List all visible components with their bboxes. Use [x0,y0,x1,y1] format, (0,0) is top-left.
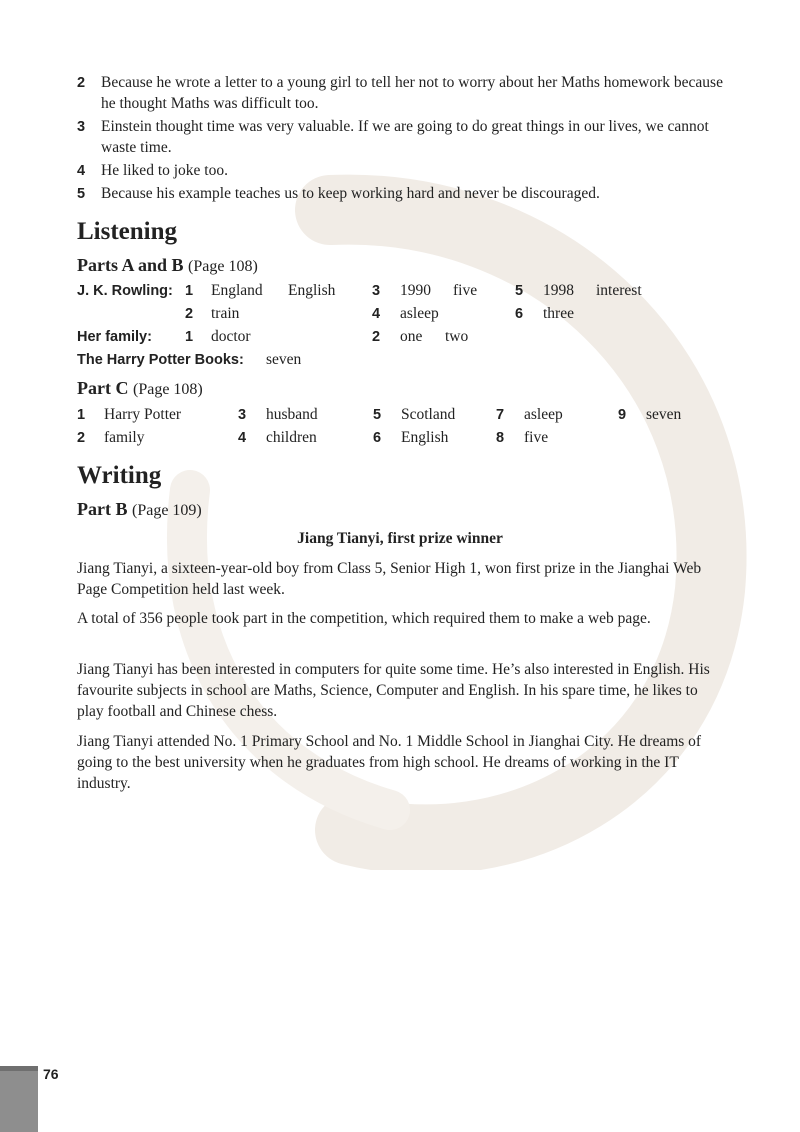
article-paragraph: Jiang Tianyi has been interested in computers for quite some time. He’s also interested in English. His favourite subjects in school are Maths, Science, Computer and English. In his spare time, he likes to play football and Chinese chess. [77,661,710,720]
item-answer: seven [266,351,302,368]
item-number: 2 [77,430,86,446]
item-number: 1 [185,283,194,299]
item-number: 1 [77,407,86,423]
writing-heading: Writing [77,462,162,489]
item-number: 7 [496,407,505,423]
item-answer: England [211,282,263,299]
article-paragraph: A total of 356 people took part in the competition, which required them to make a web page. [77,610,651,627]
item-number: 3 [372,283,381,299]
part-b-title: Part B [77,499,128,519]
article-title: Jiang Tianyi, first prize winner [297,530,503,547]
item-answer: family [104,429,145,446]
answer-text: Because his example teaches us to keep working hard and never be discouraged. [101,185,600,202]
item-answer: train [211,305,240,322]
books-label: The Harry Potter Books: [77,352,244,368]
parts-ab-page: (Page 108) [188,258,258,275]
page-tab [0,1066,38,1132]
item-number: 2 [185,306,194,322]
item-number: 9 [618,407,627,423]
item-answer: English [288,282,336,299]
answer-number: 5 [77,186,86,202]
item-number: 1 [185,329,194,345]
item-number: 4 [238,430,247,446]
item-number: 2 [372,329,381,345]
item-answer: two [445,328,469,345]
item-answer: Scotland [401,406,456,423]
item-answer: asleep [400,305,439,322]
item-answer: five [524,429,549,446]
answer-number: 2 [77,75,86,91]
item-answer: doctor [211,328,251,345]
item-answer: one [400,328,423,345]
item-number: 5 [515,283,524,299]
answer-number: 3 [77,119,86,135]
parts-ab-title: Parts A and B [77,255,184,275]
answer-text: Because he wrote a letter to a young girl to tell her not to worry about her Maths homework because he thought Maths was difficult too. [101,74,723,112]
item-number: 8 [496,430,505,446]
part-c-title: Part C [77,378,129,398]
item-answer: husband [266,406,318,423]
article-paragraph: Jiang Tianyi, a sixteen-year-old boy from Class 5, Senior High 1, won first prize in the Jianghai Web Page Competition held last week. [77,560,702,598]
item-number: 6 [373,430,382,446]
part-c-heading [77,378,203,399]
item-answer: 1990 [400,282,431,299]
parts-ab-heading [77,255,258,276]
item-answer: 1998 [543,282,574,299]
item-answer: five [453,282,478,299]
part-b-page: (Page 109) [131,502,202,519]
item-number: 3 [238,407,247,423]
item-answer: three [543,305,574,322]
item-number: 5 [373,407,382,423]
page-tab-edge [0,1066,38,1071]
article-paragraph: Jiang Tianyi attended No. 1 Primary School and No. 1 Middle School in Jianghai City. He dreams of going to the best university when he graduates from high school. He dreams of working in the IT industry. [77,733,702,792]
item-answer: children [266,429,317,446]
answer-text: Einstein thought time was very valuable. If we are going to do great things in our lives, we cannot waste time. [101,118,709,156]
answer-text: He liked to joke too. [101,162,228,179]
answer-number: 4 [77,163,86,179]
part-b-heading [77,499,202,520]
item-number: 4 [372,306,381,322]
item-answer: English [401,429,449,446]
family-label: Her family: [77,329,152,345]
item-answer: interest [596,282,642,299]
item-number: 6 [515,306,524,322]
part-c-page: (Page 108) [132,381,203,398]
page-number: 76 [43,1066,59,1082]
item-answer: seven [646,406,682,423]
rowling-label: J. K. Rowling: [77,283,173,299]
item-answer: Harry Potter [104,406,182,423]
item-answer: asleep [524,406,563,423]
listening-heading: Listening [77,218,178,245]
